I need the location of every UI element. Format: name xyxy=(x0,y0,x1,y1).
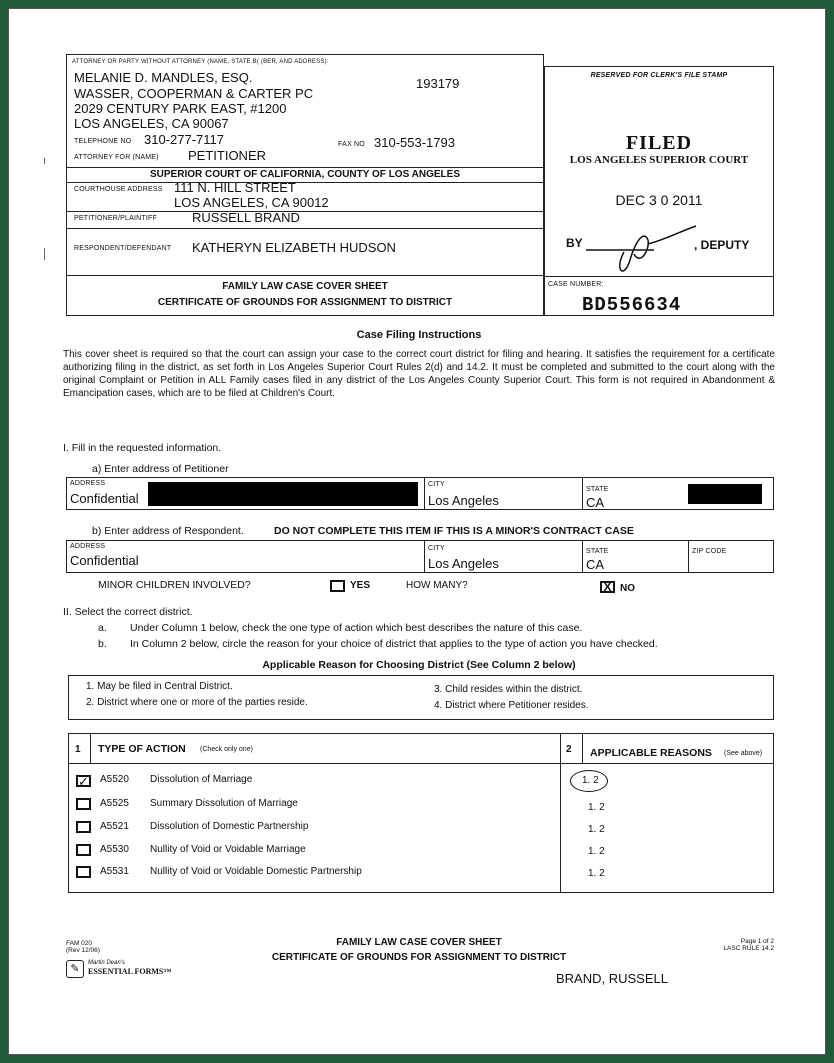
pet-state-value: CA xyxy=(586,495,605,510)
section2-a-text: Under Column 1 below, check the one type of action which best describes the nature of this case. xyxy=(130,622,583,634)
court-name: SUPERIOR COURT OF CALIFORNIA, COUNTY OF LOS ANGELES xyxy=(149,169,460,180)
case-number: BD556634 xyxy=(582,294,682,316)
col2-number: 2 xyxy=(566,744,572,755)
how-many-label: HOW MANY? xyxy=(406,580,468,591)
footer-publisher-top: Martin Dean's xyxy=(88,960,125,966)
footer-subtitle: CERTIFICATE OF GROUNDS FOR ASSIGNMENT TO DISTRICT xyxy=(271,952,567,963)
minor-yes-checkbox[interactable] xyxy=(330,580,345,592)
bar-number: 193179 xyxy=(416,76,460,91)
action-desc: Dissolution of Domestic Partnership xyxy=(150,821,309,832)
fax-value: 310-553-1793 xyxy=(374,135,455,150)
courthouse-label: COURTHOUSE ADDRESS xyxy=(74,186,163,193)
action-code: A5525 xyxy=(100,798,129,809)
action-desc: Dissolution of Marriage xyxy=(150,774,253,785)
instructions-title: Case Filing Instructions xyxy=(356,329,482,341)
attorney-for-value: PETITIONER xyxy=(188,148,267,163)
section2-a-letter: a. xyxy=(98,622,107,634)
minor-no-label: NO xyxy=(620,583,635,594)
footer-rule: LASC RULE 14.2 xyxy=(723,945,774,952)
footer-form-id: FAM 020 xyxy=(66,940,93,947)
col2-header: APPLICABLE REASONS xyxy=(590,747,712,759)
respondent-name: KATHERYN ELIZABETH HUDSON xyxy=(192,240,396,255)
redaction-bar xyxy=(688,484,762,504)
footer-publisher: ESSENTIAL FORMS™ xyxy=(88,967,172,976)
section2-b-text: In Column 2 below, circle the reason for your choice of district that applies to the type of action you have checked. xyxy=(130,638,658,650)
action-checkbox-a5521[interactable] xyxy=(76,821,91,833)
redaction-bar xyxy=(148,482,418,506)
respondent-label: RESPONDENT/DEFENDANT xyxy=(74,245,172,252)
minor-no-checkbox[interactable]: X xyxy=(600,581,615,593)
resp-city-value: Los Angeles xyxy=(428,556,499,571)
courthouse-street: 111 N. HILL STREET xyxy=(174,180,296,195)
reasons-title: Applicable Reason for Choosing District (See Column 2 below) xyxy=(262,659,576,671)
minor-children-label: MINOR CHILDREN INVOLVED? xyxy=(98,579,251,591)
action-code: A5521 xyxy=(100,821,129,832)
respondent-address-row xyxy=(66,540,774,573)
resp-zip-label: ZIP CODE xyxy=(692,548,727,555)
resp-address-value: Confidential xyxy=(70,553,139,568)
reason-4: 4. District where Petitioner resides. xyxy=(434,700,589,711)
resp-address-label: ADDRESS xyxy=(70,543,106,550)
footer-party-name: BRAND, RUSSELL xyxy=(556,971,668,986)
footer-title: FAMILY LAW CASE COVER SHEET xyxy=(336,937,502,948)
firm-name: WASSER, COOPERMAN & CARTER PC xyxy=(74,86,314,101)
section2-title: II. Select the correct district. xyxy=(63,606,193,618)
section2-b-letter: b. xyxy=(98,638,107,650)
petitioner-label: PETITIONER/PLAINTIFF xyxy=(74,215,157,222)
courthouse-city: LOS ANGELES, CA 90012 xyxy=(174,195,329,210)
col2-note: (See above) xyxy=(724,750,763,757)
action-reasons[interactable]: 1. 2 xyxy=(588,868,605,879)
fax-label: FAX NO xyxy=(338,141,365,148)
attorney-label: ATTORNEY OR PARTY WITHOUT ATTORNEY (NAME, STATE B( (BER, AND ADDRESS): xyxy=(72,59,329,65)
action-reasons[interactable]: 1. 2 xyxy=(588,846,605,857)
action-code: A5531 xyxy=(100,866,129,877)
firm-city: LOS ANGELES, CA 90067 xyxy=(74,116,229,131)
col1-note: (Check only one) xyxy=(200,746,253,753)
stamp-date: DEC 3 0 2011 xyxy=(615,192,703,208)
petitioner-name: RUSSELL BRAND xyxy=(192,210,300,225)
stamp-filed: FILED xyxy=(625,132,693,154)
attorney-for-label: ATTORNEY FOR (NAME) xyxy=(74,154,159,161)
action-desc: Summary Dissolution of Marriage xyxy=(150,798,298,809)
reason-2: 2. District where one or more of the parties reside. xyxy=(86,697,308,708)
telephone-value: 310-277-7117 xyxy=(144,132,224,147)
clerk-stamp-label: RESERVED FOR CLERK'S FILE STAMP xyxy=(590,72,728,79)
action-reasons[interactable]: 1. 2 xyxy=(588,824,605,835)
document-page xyxy=(6,6,828,1057)
col1-header: TYPE OF ACTION xyxy=(98,743,186,755)
action-code: A5520 xyxy=(100,774,129,785)
resp-state-label: STATE xyxy=(586,548,609,555)
case-number-label: CASE NUMBER: xyxy=(548,281,604,288)
action-checkbox-a5525[interactable] xyxy=(76,798,91,810)
instructions-body: This cover sheet is required so that the court can assign your case to the correct court district for filing and hearing. It satisfies the requirement for a certificate authorizing filing in the district, as set forth in Los Angeles Superior Court Rules 2(d) and 14.2. It must be completed and submitted to the court along with the original Complaint or Petition in ALL Family cases filed in any district of the Los Angeles County Superior Court. This form is not required in Abandonment & Emancipation cases, which are to be filed at Children's Court. xyxy=(63,349,775,399)
minor-contract-warning: DO NOT COMPLETE THIS ITEM IF THIS IS A MINOR'S CONTRACT CASE xyxy=(274,525,634,537)
action-checkbox-a5530[interactable] xyxy=(76,844,91,856)
footer-page: Page 1 of 2 xyxy=(740,938,774,945)
stamp-by: BY xyxy=(566,236,583,250)
stamp-court: LOS ANGELES SUPERIOR COURT xyxy=(569,154,749,166)
footer-rev: (Rev 12/06) xyxy=(66,947,100,954)
reason-3: 3. Child resides within the district. xyxy=(434,684,583,695)
petitioner-address-label: a) Enter address of Petitioner xyxy=(92,463,229,475)
resp-state-value: CA xyxy=(586,557,605,572)
col1-number: 1 xyxy=(75,744,81,755)
minor-yes-label: YES xyxy=(350,580,371,591)
resp-city-label: CITY xyxy=(428,545,445,552)
firm-street: 2029 CENTURY PARK EAST, #1200 xyxy=(74,101,287,116)
form-subtitle: CERTIFICATE OF GROUNDS FOR ASSIGNMENT TO DISTRICT xyxy=(157,297,453,308)
pet-address-value: Confidential xyxy=(70,491,139,506)
action-reasons[interactable]: 1. 2 xyxy=(588,802,605,813)
stamp-deputy: , DEPUTY xyxy=(694,238,750,252)
action-desc: Nullity of Void or Voidable Domestic Partnership xyxy=(150,866,362,877)
reason-1: 1. May be filed in Central District. xyxy=(86,681,233,692)
action-reasons[interactable]: 1. 2 xyxy=(582,775,599,786)
pet-address-label: ADDRESS xyxy=(70,480,106,487)
section1-title: I. Fill in the requested information. xyxy=(63,442,222,454)
telephone-label: TELEPHONE NO xyxy=(74,138,132,145)
form-title: FAMILY LAW CASE COVER SHEET xyxy=(222,281,388,292)
action-checkbox-a5520[interactable]: ✓ xyxy=(76,775,91,787)
respondent-address-label: b) Enter address of Respondent. xyxy=(92,525,244,537)
action-code: A5530 xyxy=(100,844,129,855)
action-checkbox-a5531[interactable] xyxy=(76,866,91,878)
attorney-name: MELANIE D. MANDLES, ESQ. xyxy=(74,70,253,85)
pet-state-label: STATE xyxy=(586,486,609,493)
pet-city-value: Los Angeles xyxy=(428,493,499,508)
publisher-logo-icon: ✎ xyxy=(66,960,84,978)
pet-city-label: CITY xyxy=(428,481,445,488)
deputy-signature xyxy=(584,220,704,276)
action-desc: Nullity of Void or Voidable Marriage xyxy=(150,844,306,855)
clerk-stamp-box xyxy=(544,66,774,316)
